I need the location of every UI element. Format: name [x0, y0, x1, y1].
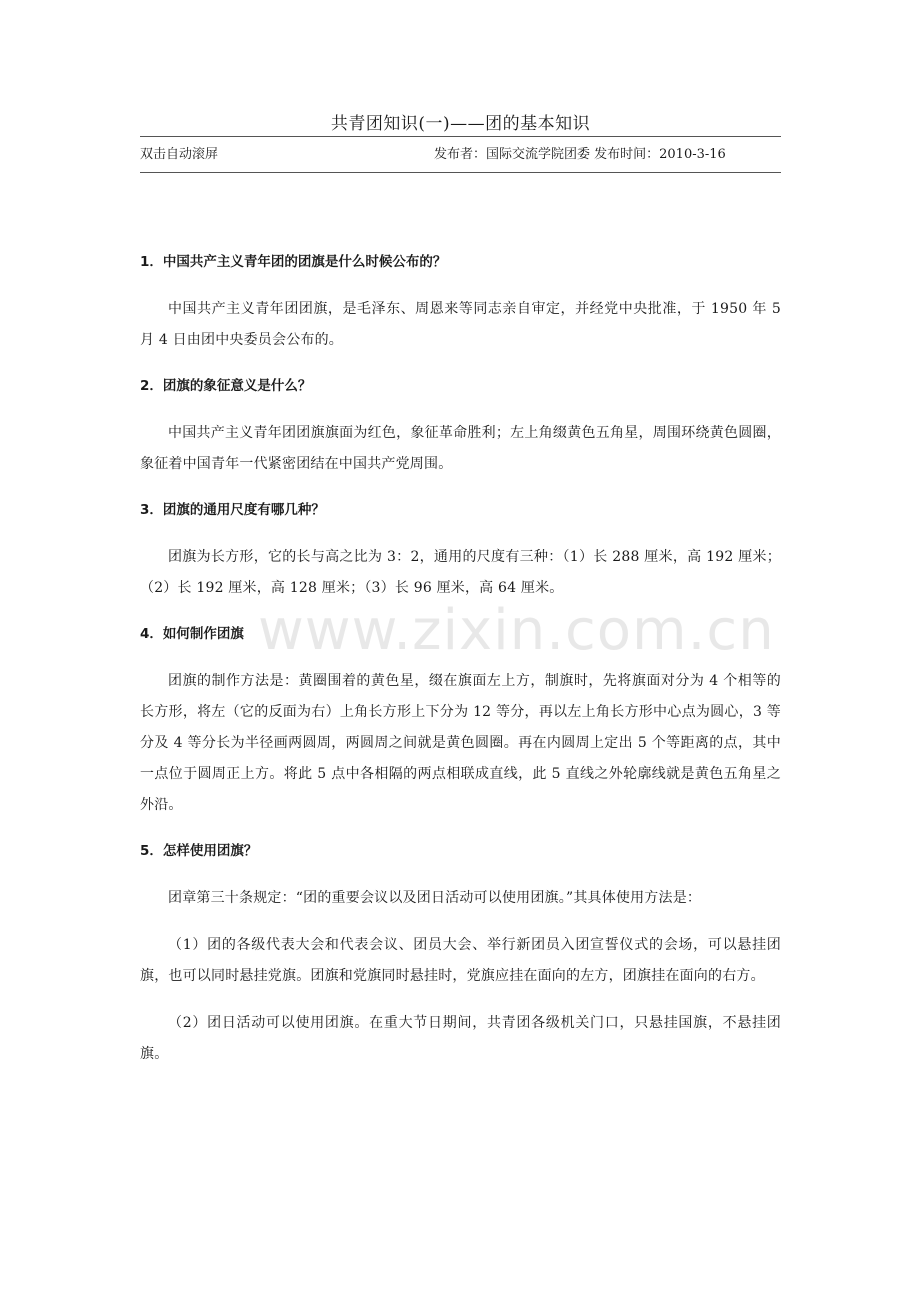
answer-1-paragraph-1: 中国共产主义青年团团旗，是毛泽东、周恩来等同志亲自审定，并经党中央批准，于 1950 年 5 月 4 日由团中央委员会公布的。: [140, 301, 781, 348]
answer-5-paragraph-2: （1）团的各级代表大会和代表会议、团员大会、举行新团员入团宣誓仪式的会场，可以悬挂团旗，也可以同时悬挂党旗。团旗和党旗同时悬挂时，党旗应挂在面向的左方，团旗挂在面向的右方。: [140, 937, 781, 984]
question-2: 2．团旗的象征意义是什么？: [140, 378, 312, 394]
page-title: 共青团知识(一)——团的基本知识: [330, 114, 591, 134]
answer-3-paragraph-1: 团旗为长方形，它的长与高之比为 3：2，通用的尺度有三种：（1）长 288 厘米，高 192 厘米；（2）长 192 厘米，高 128 厘米；（3）长 96 厘米，高 64 厘米。: [140, 549, 781, 596]
question-5: 5．怎样使用团旗？: [140, 843, 258, 859]
question-1: 1．中国共产主义青年团的团旗是什么时候公布的？: [140, 254, 447, 270]
answer-2-paragraph-1: 中国共产主义青年团团旗旗面为红色，象征革命胜利；左上角缀黄色五角星，周围环绕黄色圆圈，象征着中国青年一代紧密团结在中国共产党周围。: [140, 425, 781, 472]
watermark: www.zixin.com.cn: [258, 598, 775, 663]
publish-info: 发布者：国际交流学院团委 发布时间：2010-3-16: [434, 147, 726, 162]
question-3: 3．团旗的通用尺度有哪几种？: [140, 502, 325, 518]
auto-scroll-hint[interactable]: 双击自动滚屏: [140, 147, 219, 162]
answer-5-paragraph-1: 团章第三十条规定：“团的重要会议以及团日活动可以使用团旗。”其具体使用方法是：: [168, 890, 702, 906]
answer-5-paragraph-3: （2）团日活动可以使用团旗。在重大节日期间，共青团各级机关门口，只悬挂国旗，不悬挂团旗。: [140, 1015, 781, 1062]
header-rule-bottom: [140, 172, 781, 173]
question-4: 4．如何制作团旗: [140, 626, 244, 642]
answer-4-paragraph-1: 团旗的制作方法是：黄圈围着的黄色星，缀在旗面左上方，制旗时，先将旗面对分为 4 个相等的长方形，将左（它的反面为右）上角长方形上下分为 12 等分，再以左上角长方形中心点为圆心，3 等分及 4 等分长为半径画两圆周，两圆周之间就是黄色圆圈。再在内圆周上定出 5 个等距离的点，其中一点位于圆周正上方。将此 5 点中各相隔的两点相联成直线，此 5 直线之外轮廓线就是黄色五角星之外沿。: [140, 673, 781, 813]
article-body: [140, 248, 781, 1086]
header-rule-top: [140, 136, 781, 137]
